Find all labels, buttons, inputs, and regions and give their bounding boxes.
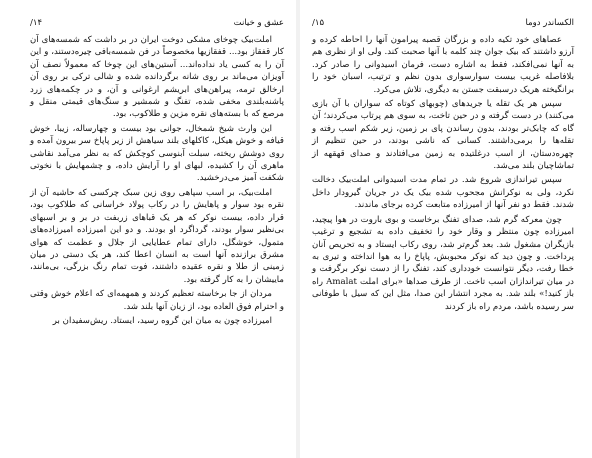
right-page-header — [312, 18, 574, 28]
paragraph: چون معرکه گرم شد، صدای تفنگ برخاست و بوی باروت در هوا پیچید، امیرزاده چون منتظر و وقار خود را تخفیف داده به تشجیع و ترغیب بازیگران مشغول شد. بعد گرم‌تر شد، روی رکاب ایستاد و به تحریص آنان پرداخت. و چون دید که نوکر محبوبش، پاپاخ را به هوا انداخته و تیری به خطا رفت، دیگر نتوانست خودداری کند، تفنگ را از دست نوکر برگرفت و در میان تیراندازان اسب تاخت. از طرف صداها «برای املت Amalat راه باز کنید!» بلند شد. به مجرد انتشار این صدا، مثل این که سیل با طوفانی سر رسیده باشد، مردم راه باز کردند — [312, 214, 574, 312]
paragraph: سپس تیراندازی شروع شد. در تمام مدت اسیدوانی املت‌بیک دخالت نکرد، ولی به نوکرانش مجحوب شده بیک یک در جریان گیرودار داخل شدند. فقط دو نفر آنها از امیرزاده متابعت کرده برجای ماندند. — [312, 175, 574, 211]
paragraph: املت‌بیک چوخای مشکی دوخت ایران در بر داشت که شمسه‌های آن کار قفقاز بود... قفقازیها مخصوصاً در فن شمسه‌بافی چیره‌دستند، و این آن را به کسی یاد نداده‌اند... آستین‌های این چوخا که معمولاً نصف آن آویزان می‌ماند بر روی شانه برگردانده شده و شالی ترکی بر روی آن ارخالق ترمه، پیراهن‌های ابریشم ارغوانی و آن، و در چکمه‌های زرد پاشنه‌بلندی مخفی شده، تفنگ و شمشیر و سنگ‌های قیمتی منقل و مرصع که با بسته‌های نقره مزین و طلاکوب، بود. — [30, 35, 284, 120]
right-page-number: ۱۵/ — [312, 18, 325, 28]
paragraph: این وارث شیخ شمخال، جوانی بود بیست و چهارساله، زیبا، خوش قیافه و خوش هیکل، کاکلهای بلند سیاهش از زیر پاپاخ سر بیرون آمده و روی دوشش ریخته، سبلت آبنوسی کوچکش که به نظر می‌آمد نقاشی ماهری آن را کشیده، لبهای او را آرایش داده، و چشمهایش با نخوتی شکفت آمیز می‌درخشید. — [30, 123, 284, 184]
left-page-number: ۱۴/ — [30, 18, 43, 28]
left-page-header — [30, 18, 284, 28]
left-page-header-title: عشق و خیانت — [233, 18, 284, 28]
right-page — [300, 0, 592, 458]
paragraph: عصاهای خود تکیه داده و بزرگان قصبه پیرامون آنها را احاطه کرده و آرزو داشتند که بیک جوان چند کلمه با آنها صحبت کند. ولی او از نظری هم به آنها نمی‌افکند، فقط به اشاره دست، فرمان اسیدوانی را صادر کرد. بلافاصله غریب بیست سوارسواری بدون نظم و ترتیب، اسبان خود را برانگیخته هریک درسبقت جستن به دیگری، تلاش می‌کرد. — [312, 35, 574, 95]
left-page-text — [30, 34, 284, 327]
paragraph: امیرزاده چون به میان این گروه رسید، ایستاد. ریش‌سفیدان بر — [52, 315, 272, 326]
paragraph: مردان از جا برخاسته تعظیم کردند و همهمه‌ای که اعلام خوش وقتی و احترام فوق العاده بود، از زبان آنها بلند شد. — [30, 289, 284, 312]
right-page-text — [312, 34, 574, 313]
paragraph: سپس هر یک تقله یا جریدهای (چوبهای کوتاه که سواران با آن بازی می‌کنند) در دست گرفته و در حین تاخت، به سوی هم پرتاب می‌کردند؛ آن گاه که چابک‌تر بودند، بدون رساندن پای بر زمین، زیر شکم اسب رفته و تقله‌ها را برمی‌داشتند. کسانی که ناشی بودند، در حین تنظیم از چهره‌دستان، از اسب درغلتیده به زمین می‌افتادند و صدای قهقهه از تماشاچیان بلند می‌شد. — [312, 99, 574, 172]
paragraph: املت‌بیک، بر اسب سپاهی روی زین سبک چرکسی که حاشیه آن از نقره بود سوار و پاهایش را در رکاب پولاد خراسانی که طلاکوب بود، قرار داده، بیست نوکر که هر یک قباهای زربفت در بر و بر اسبهای بی‌نظیر سوار بودند، گرداگرد او بودند. و دو این امیرزاده امیرزاده‌های متمول، خوشگل، دارای تمام عطایایی از جلال و عظمت که هوای مشرق برازنده آنها است به انسان اعطا کند، هر یک دستی در میان زمینی از طلا و نقره عقیده داشتند، فوت تمام رنگ بزرگی، بی‌مانند، ماییشان را به کار گرفته بود. — [30, 187, 284, 285]
right-page-header-title: الکساندر دوما — [525, 18, 574, 28]
